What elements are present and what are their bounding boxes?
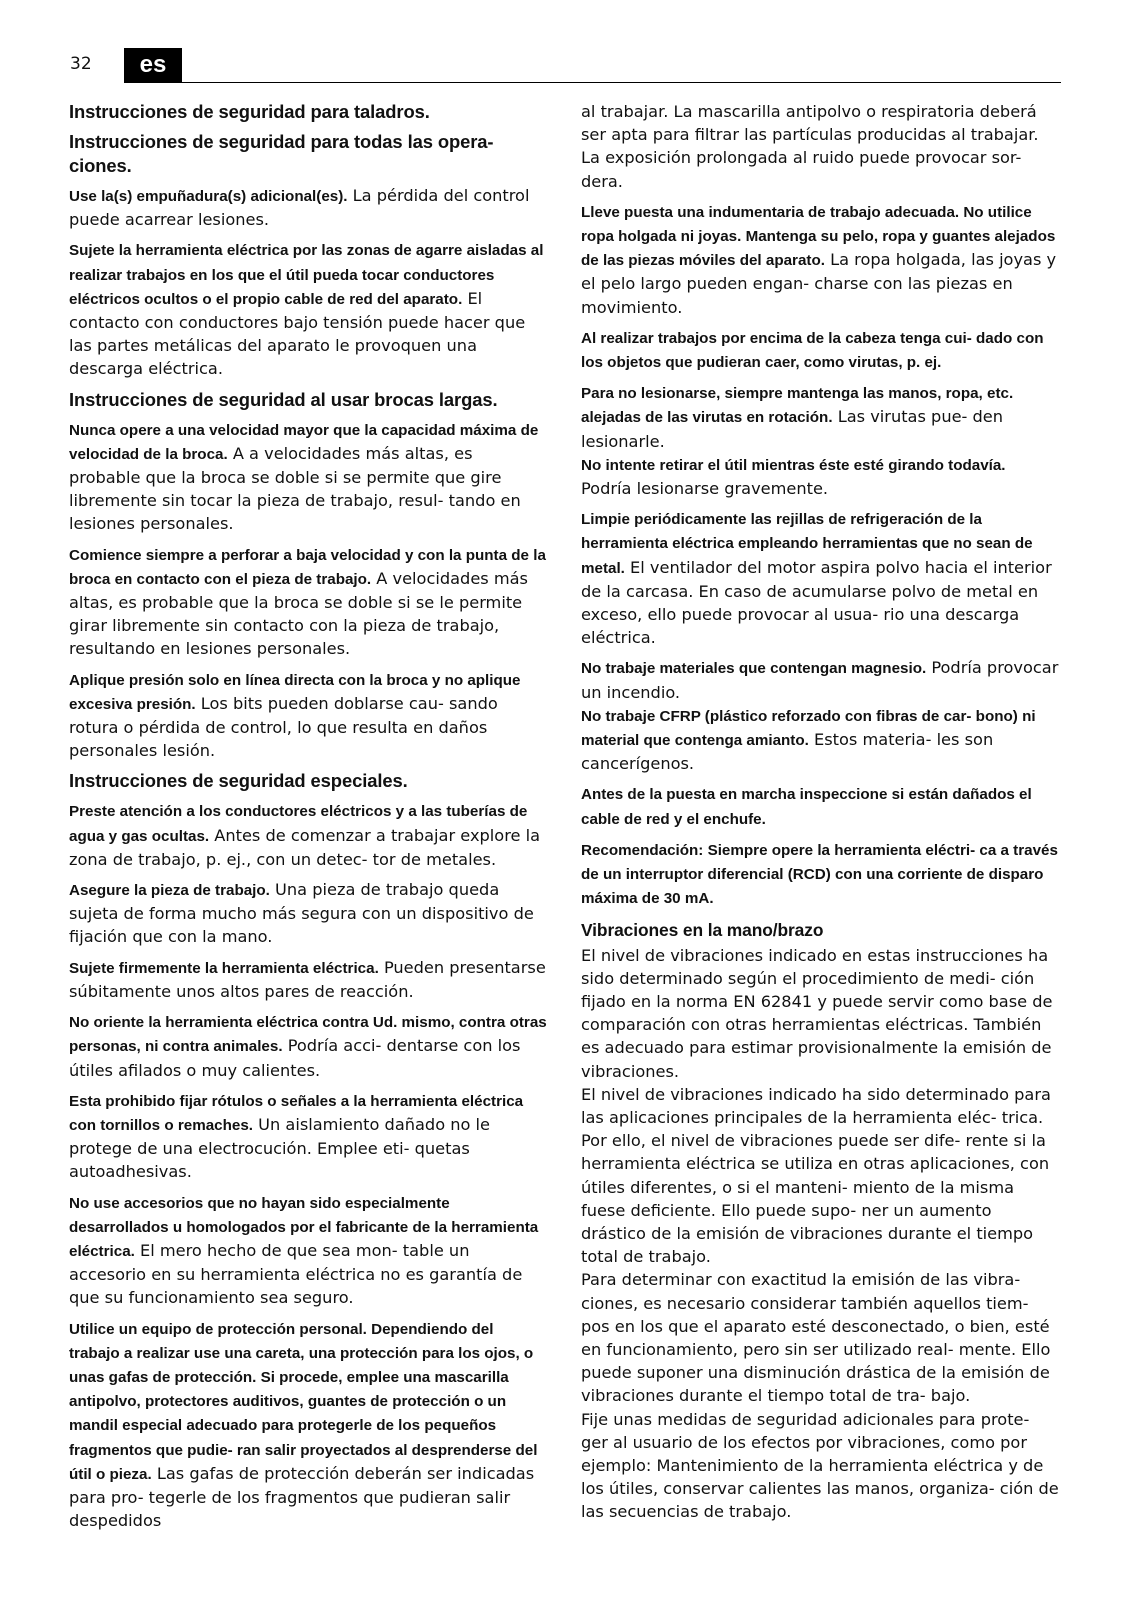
paragraph	[69, 1089, 547, 1184]
paragraph	[69, 668, 547, 763]
paragraph: El nivel de vibraciones indicado en estas instrucciones ha sido determinado según el procedimiento de medi- ción fijado en la norma EN 62841 y puede servir como base de comparación con otras herramientas eléctricas. También es adecuado para estimar provisionalmente la emisión de vibraciones.	[581, 945, 1053, 1081]
paragraph	[581, 453, 1059, 500]
bold-lead: Preste atención a los conductores eléctricos y a las tuberías de agua y gas ocultas.	[69, 803, 528, 845]
paragraph: Para determinar con exactitud la emisión de las vibra- ciones, es necesario considerar también aquellos tiem- pos en los que el aparato esté desconectado, o bien, esté en funcionamiento, pero sin ser utilizado real- mente. Ello puede suponer una disminución drástica de la emisión de vibraciones durante el tiempo total de tra- bajo.	[581, 1270, 1051, 1406]
paragraph	[69, 184, 547, 231]
right-column	[581, 100, 1059, 1524]
bold-lead: Lleve puesta una indumentaria de trabajo adecuada. No utilice ropa holgada ni joyas. Mantenga su pelo, ropa y guantes alejados de las piezas móviles del aparato.	[581, 203, 1056, 270]
paragraph: El nivel de vibraciones indicado ha sido determinado para las aplicaciones principales de la herramienta eléc- trica. Por ello, el nivel de vibraciones puede ser dife- rente si la herramienta eléctrica se utiliza en otras aplicaciones, con útiles diferentes, o si el manteni- miento de la misma fuese deficiente. Ello puede supo- ner un aumento drástico de la emisión de vibraciones durante el tiempo total de trabajo.	[581, 1084, 1051, 1267]
language-badge: es	[124, 48, 182, 82]
body-text: A a velocidades más altas, es probable que la broca se doble si se permite que gire libremente sin tocar la pieza de trabajo, resul- tando en lesiones personales.	[69, 443, 521, 534]
body-text: La pérdida del control puede acarrear lesiones.	[69, 186, 530, 230]
bold-lead: Limpie periódicamente las rejillas de refrigeración de la herramienta eléctrica empleando herramientas que no sean de metal.	[581, 511, 1033, 577]
bold-lead: Para no lesionarse, siempre mantenga las manos, ropa, etc. alejadas de las virutas en rotación.	[581, 385, 1014, 427]
section-heading: Instrucciones de seguridad para todas las opera- ciones.	[69, 131, 494, 176]
body-text: Podría lesionarse gravemente.	[581, 479, 829, 499]
bold-lead: Al realizar trabajos por encima de la cabeza tenga cui- dado con los objetos que pudieran caer, como virutas, p. ej.	[581, 329, 1044, 372]
bold-lead: Asegure la pieza de trabajo.	[69, 882, 270, 900]
body-text: La ropa holgada, las joyas y el pelo largo pueden engan- charse con las piezas en movimiento.	[581, 250, 1057, 317]
bold-lead: Use la(s) empuñadura(s) adicional(es).	[69, 188, 348, 205]
paragraph	[581, 200, 1059, 319]
body-text: Podría provocar un incendio.	[581, 658, 1059, 702]
paragraph	[581, 782, 1059, 830]
body-text: Las virutas pue- den lesionarle.	[581, 407, 1004, 451]
bold-lead: No trabaje materiales que contengan magnesio.	[581, 660, 927, 678]
bold-lead: Nunca opere a una velocidad mayor que la capacidad máxima de velocidad de la broca.	[69, 421, 539, 463]
body-text: El mero hecho de que sea mon- table un accesorio en su herramienta eléctrica no es garantía de que su funcionamiento sea seguro.	[69, 1240, 523, 1308]
section-heading: Vibraciones en la mano/brazo	[581, 919, 824, 940]
section-heading: Instrucciones de seguridad al usar brocas largas.	[69, 388, 498, 410]
paragraph: Fije unas medidas de seguridad adicionales para prote- ger al usuario de los efectos por vibraciones, como por ejemplo: Mantenimiento de la herramienta eléctrica y de los útiles, conservar calientes las manos, organiza- ción de las secuencias de trabajo.	[581, 1409, 1059, 1522]
paragraph	[581, 507, 1059, 649]
paragraph: al trabajar. La mascarilla antipolvo o respiratoria deberá ser apta para filtrar las partículas producidas al trabajar. La exposición prolongada al ruido puede provocar sor- dera.	[581, 102, 1039, 191]
paragraph	[69, 543, 547, 661]
bold-lead: No use accesorios que no hayan sido especialmente desarrollados u homologados por el fabricante de la herramienta eléctrica.	[69, 1194, 539, 1260]
header-divider	[124, 82, 1061, 83]
paragraph	[581, 704, 1059, 776]
body-text: El ventilador del motor aspira polvo hacia el interior de la carcasa. En caso de acumularse polvo de metal en exceso, ello puede provocar al usua- rio una descarga eléctrica.	[581, 557, 1052, 648]
body-text: A velocidades más altas, es probable que la broca se doble si se le permite girar libremente sin contacto con la pieza de trabajo, resultando en lesiones personales.	[69, 568, 528, 659]
bold-lead: Sujete la herramienta eléctrica por las zonas de agarre aisladas al realizar trabajos en los que el útil pueda tocar conductores eléctricos ocultos o el propio cable de red del aparato.	[69, 242, 544, 308]
bold-lead: Aplique presión solo en línea directa con la broca y no aplique excesiva presión.	[69, 671, 521, 713]
paragraph	[69, 1317, 547, 1533]
bold-lead: Antes de la puesta en marcha inspeccione si están dañados el cable de red y el enchufe.	[581, 786, 1032, 828]
body-text: Antes de comenzar a trabajar explore la zona de trabajo, p. ej., con un detec- tor de metales.	[69, 825, 541, 869]
body-text: Las gafas de protección deberán ser indicadas para pro- tegerle de los fragmentos que pudieran salir despedidos	[69, 1463, 535, 1531]
body-text: El contacto con conductores bajo tensión puede hacer que las partes metálicas del aparato le provoquen una descarga eléctrica.	[69, 288, 526, 379]
paragraph	[581, 838, 1059, 911]
page-header	[0, 0, 1130, 90]
bold-lead: Sujete firmemente la herramienta eléctrica.	[69, 959, 379, 977]
body-text: Podría acci- dentarse con los útiles afilados o muy calientes.	[69, 1036, 521, 1080]
paragraph	[69, 1010, 547, 1082]
page-number: 32	[70, 54, 92, 74]
paragraph	[581, 381, 1059, 453]
section-heading: Instrucciones de seguridad especiales.	[69, 770, 408, 792]
body-text: Pueden presentarse súbitamente unos altos pares de reacción.	[69, 957, 546, 1001]
body-text: Un aislamiento dañado no le protege de una electrocución. Emplee eti- quetas autoadhesivas.	[69, 1114, 491, 1182]
bold-lead: No oriente la herramienta eléctrica contra Ud. mismo, contra otras personas, ni contra animales.	[69, 1014, 547, 1056]
paragraph	[581, 326, 1059, 374]
paragraph	[581, 656, 1059, 703]
body-text: Los bits pueden doblarse cau- sando rotura o pérdida de control, lo que resulta en daños personales lesión.	[69, 693, 498, 761]
bold-lead: Comience siempre a perforar a baja velocidad y con la punta de la broca en contacto con el pieza de trabajo.	[69, 546, 546, 588]
paragraph	[69, 1191, 547, 1310]
bold-lead: Utilice un equipo de protección personal. Dependiendo del trabajo a realizar use una careta, una protección para los ojos, o unas gafas de protección. Si procede, emplee una mascarilla antipolvo, protectores auditivos, guantes de protección o un mandil especial adecuado para protegerle de los pequeños fragmentos que pudie- ran salir proyectados al desprenderse del útil o pieza.	[69, 1320, 538, 1483]
section-heading: Instrucciones de seguridad para taladros.	[69, 101, 430, 122]
paragraph	[69, 799, 547, 871]
left-column	[69, 100, 547, 1539]
body-text: Una pieza de trabajo queda sujeta de forma mucho más segura con un dispositivo de fijación que con la mano.	[69, 880, 534, 947]
bold-lead: Esta prohibido fijar rótulos o señales a la herramienta eléctrica con tornillos o remaches.	[69, 1092, 524, 1134]
paragraph	[69, 418, 547, 536]
paragraph	[69, 238, 547, 380]
bold-lead: No intente retirar el útil mientras éste esté girando todavía.	[581, 456, 1006, 474]
paragraph	[69, 956, 547, 1003]
body-text: Estos materia- les son cancerígenos.	[581, 730, 994, 774]
bold-lead: No trabaje CFRP (plástico reforzado con fibras de car- bono) ni material que contenga amianto.	[581, 707, 1036, 750]
bold-lead: Recomendación: Siempre opere la herramienta eléctri- ca a través de un interruptor diferencial (RCD) con una corriente de disparo máxima de 30 mA.	[581, 841, 1058, 908]
paragraph	[69, 878, 547, 949]
